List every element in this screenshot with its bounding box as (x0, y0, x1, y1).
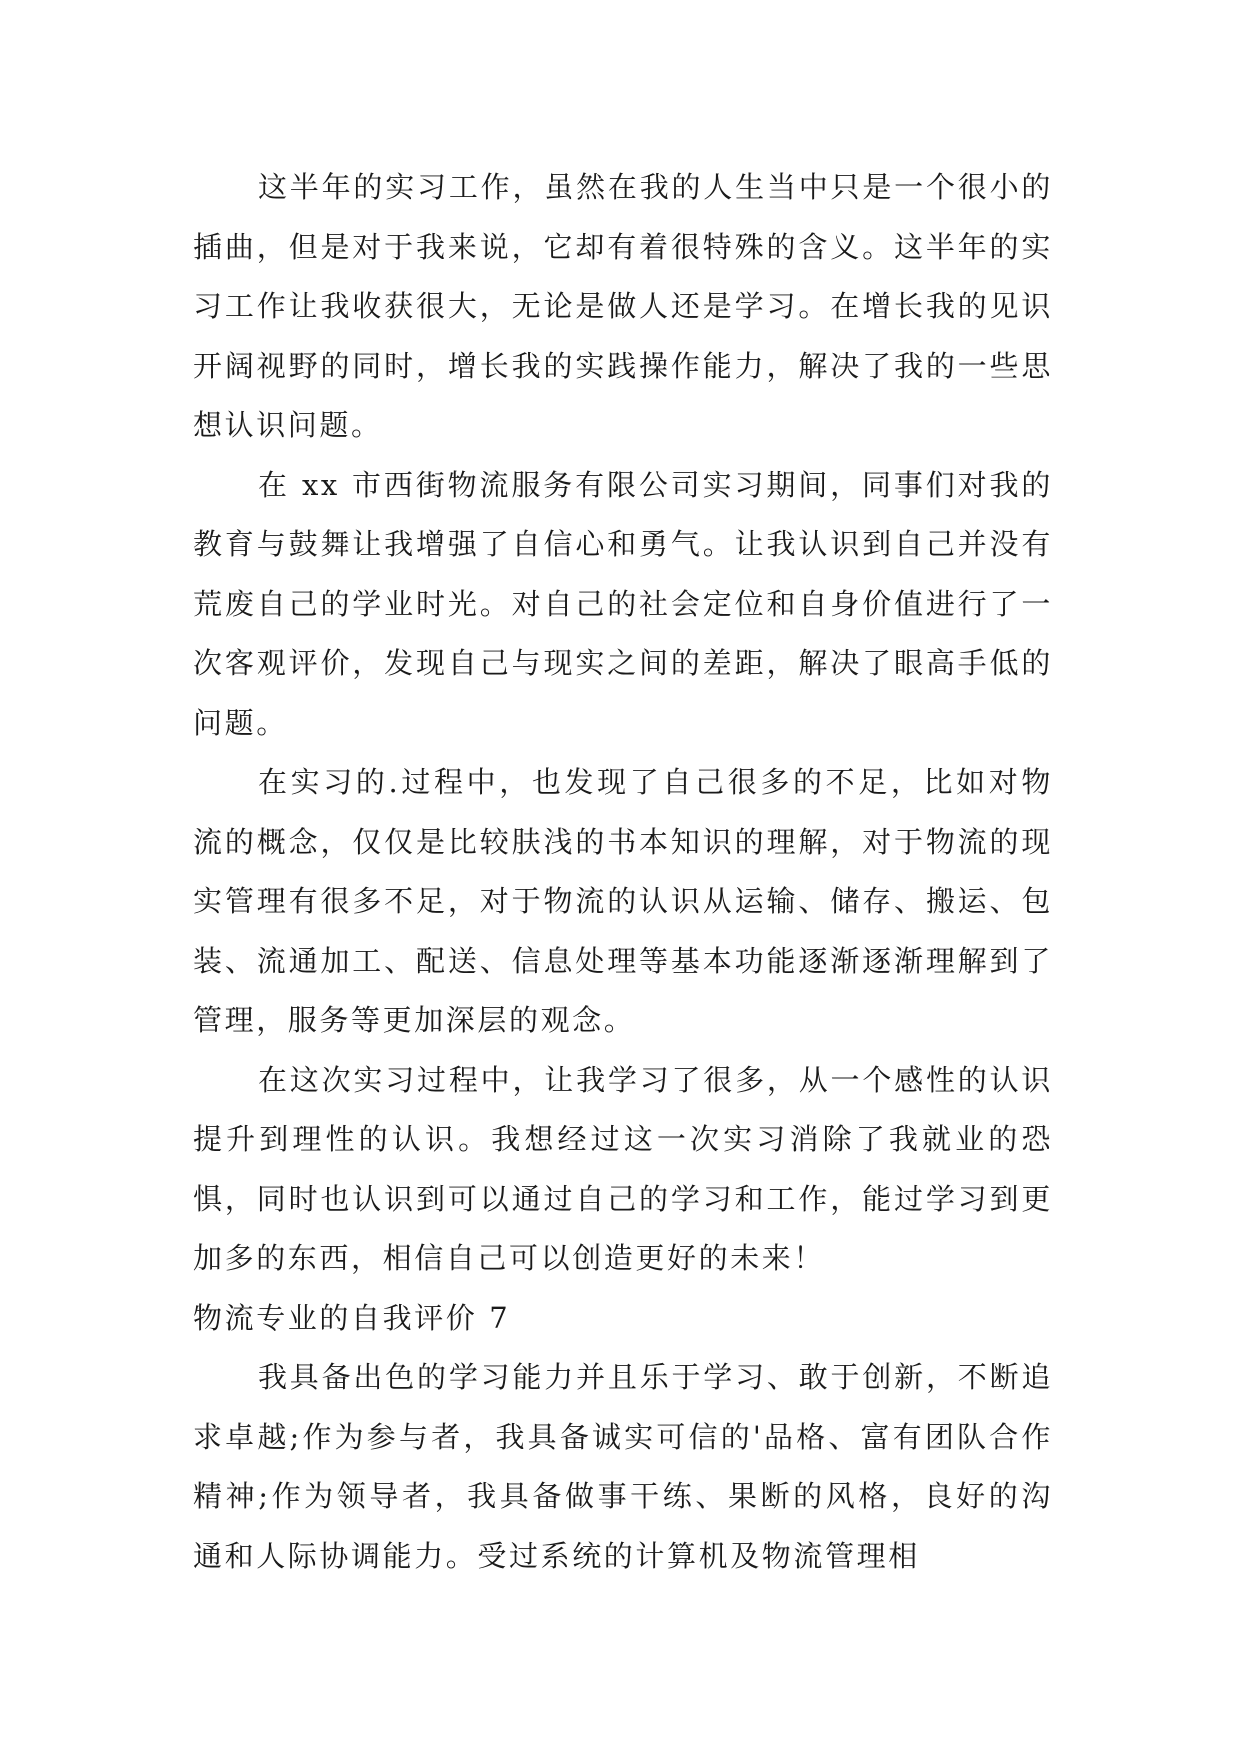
paragraph-3: 在实习的.过程中，也发现了自己很多的不足，比如对物流的概念，仅仅是比较肤浅的书本知识的理解，对于物流的现实管理有很多不足，对于物流的认识从运输、储存、搬运、包装、流通加工、配送、信息处理等基本功能逐渐逐渐理解到了管理，服务等更加深层的观念。 (193, 765, 1053, 1037)
paragraph-1: 这半年的实习工作，虽然在我的人生当中只是一个很小的插曲，但是对于我来说，它却有着很特殊的含义。这半年的实习工作让我收获很大，无论是做人还是学习。在增长我的见识开阔视野的同时，增长我的实践操作能力，解决了我的一些思想认识问题。 (193, 170, 1053, 442)
section-paragraph: 我具备出色的学习能力并且乐于学习、敢于创新，不断追求卓越;作为参与者，我具备诚实可信的'品格、富有团队合作精神;作为领导者，我具备做事干练、果断的风格，良好的沟通和人际协调能力。受过系统的计算机及物流管理相 (193, 1360, 1053, 1573)
document-body (193, 158, 1053, 1586)
section-heading: 物流专业的自我评价 7 (193, 1300, 511, 1335)
paragraph-2: 在 xx 市西街物流服务有限公司实习期间，同事们对我的教育与鼓舞让我增强了自信心和勇气。让我认识到自己并没有荒废自己的学业时光。对自己的社会定位和自身价值进行了一次客观评价，发现自己与现实之间的差距，解决了眼高手低的问题。 (193, 467, 1053, 740)
paragraph-4: 在这次实习过程中，让我学习了很多，从一个感性的认识提升到理性的认识。我想经过这一次实习消除了我就业的恐惧，同时也认识到可以通过自己的学习和工作，能过学习到更加多的东西，相信自己可以创造更好的未来！ (193, 1062, 1053, 1275)
